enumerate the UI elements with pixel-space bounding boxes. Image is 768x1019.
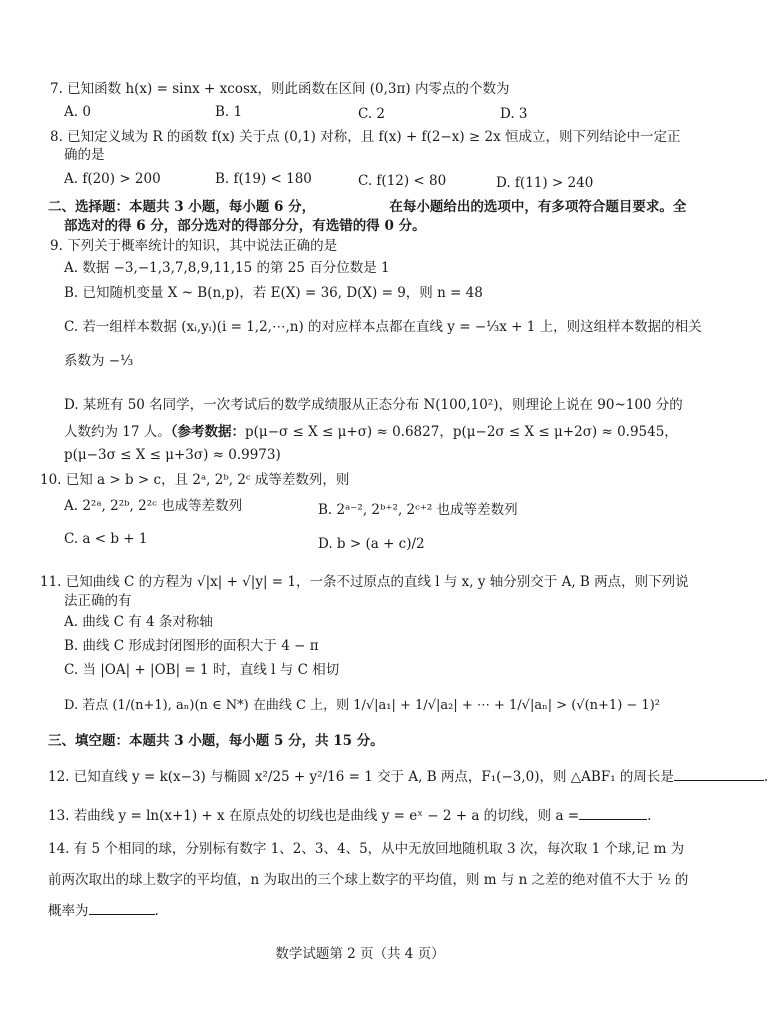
q13-stem: 13. 若曲线 y = ln(x+1) + x 在原点处的切线也是曲线 y = eˣ − 2 + a 的切线，则 a =	[48, 808, 580, 824]
q14-line3	[48, 902, 159, 920]
q9-option-b: B. 已知随机变量 X ~ B(n,p)，若 E(X) = 36, D(X) = 9，则 n = 48	[64, 285, 483, 301]
q12-end: .	[763, 769, 768, 785]
q11-option-c: C. 当 |OA| + |OB| = 1 时，直线 l 与 C 相切	[64, 662, 340, 678]
q9-option-a: A. 数据 −3,−1,3,7,8,9,11,15 的第 25 百分位数是 1	[64, 260, 390, 276]
q11-stem-line1: 11. 已知曲线 C 的方程为 √|x| + √|y| = 1，一条不过原点的直线 l 与 x, y 轴分别交于 A, B 两点，则下列说	[40, 574, 689, 590]
q7-option-b: B. 1	[215, 104, 243, 120]
q14-line2: 前两次取出的球上数字的平均值，n 为取出的三个球上数字的平均值，则 m 与 n 之差的绝对值不大于 ½ 的	[48, 872, 689, 888]
q11-option-a: A. 曲线 C 有 4 条对称轴	[64, 614, 213, 630]
q9-option-d-line1: D. 某班有 50 名同学，一次考试后的数学成绩服从正态分布 N(100,10²)，则理论上说在 90~100 分的	[64, 397, 683, 413]
page-footer: 数学试题第 2 页（共 4 页）	[275, 946, 445, 962]
q7-option-a: A. 0	[64, 104, 91, 120]
q8-option-c: C. f(12) < 80	[358, 173, 447, 189]
q9-stem: 9. 下列关于概率统计的知识，其中说法正确的是	[50, 238, 338, 254]
q14-end: .	[154, 903, 159, 919]
section3-heading: 三、填空题：本题共 3 小题，每小题 5 分，共 15 分。	[48, 733, 384, 749]
q11-option-d: D. 若点 (1/(n+1), aₙ)(n ∈ N*) 在曲线 C 上，则 1/√|a₁| + 1/√|a₂| + ⋯ + 1/√|aₙ| > (√(n+1) − 1)²	[64, 698, 660, 713]
q9-option-d-line3: p(μ−3σ ≤ X ≤ μ+3σ) ≈ 0.9973)	[64, 447, 281, 463]
q12-stem: 12. 已知直线 y = k(x−3) 与椭圆 x²/25 + y²/16 = 1 交于 A, B 两点，F₁(−3,0)，则 △ABF₁ 的周长是	[48, 769, 674, 785]
q8-stem-line2: 确的是	[64, 147, 105, 163]
q9-d-count-text: 人数约为 17 人。	[64, 424, 171, 440]
q12-line	[48, 768, 768, 786]
q14-answer-blank	[89, 914, 155, 915]
q9-option-d-line2	[64, 423, 678, 441]
q8-stem-line1: 8. 已知定义域为 R 的函数 f(x) 关于点 (0,1) 对称，且 f(x) + f(2−x) ≥ 2x 恒成立，则下列结论中一定正	[50, 129, 681, 145]
q13-line	[48, 807, 651, 825]
q11-stem-line2: 法正确的有	[64, 593, 132, 609]
q10-option-d: D. b > (a + c)/2	[318, 536, 425, 552]
q7-option-c: C. 2	[358, 106, 386, 122]
q11-option-b: B. 曲线 C 形成封闭图形的面积大于 4 − π	[64, 638, 319, 654]
q8-option-b: B. f(19) < 180	[215, 171, 312, 187]
q9-d-reference-label: （参考数据：	[170, 424, 246, 440]
q12-answer-blank	[674, 780, 764, 781]
q13-answer-blank	[579, 819, 647, 820]
q14-stem-end: 概率为	[48, 903, 89, 919]
q8-option-a: A. f(20) > 200	[64, 171, 161, 187]
q10-stem: 10. 已知 a > b > c，且 2ᵃ, 2ᵇ, 2ᶜ 成等差数列，则	[40, 472, 350, 488]
q9-d-reference-values: p(μ−σ ≤ X ≤ μ+σ) ≈ 0.6827，p(μ−2σ ≤ X ≤ μ+2σ) ≈ 0.9545，	[245, 424, 678, 440]
q10-option-a: A. 2²ᵃ, 2²ᵇ, 2²ᶜ 也成等差数列	[64, 498, 243, 514]
q14-line1: 14. 有 5 个相同的球，分别标有数字 1、2、3、4、5，从中无放回地随机取 3 次，每次取 1 个球,记 m 为	[48, 841, 685, 857]
q7-stem: 7. 已知函数 h(x) = sinx + xcosx，则此函数在区间 (0,3π) 内零点的个数为	[50, 81, 510, 97]
q10-option-b: B. 2ᵃ⁻², 2ᵇ⁺², 2ᶜ⁺² 也成等差数列	[318, 502, 518, 518]
q9-option-c-line2: 系数为 −⅓	[64, 353, 134, 369]
q9-option-c-line1: C. 若一组样本数据 (xᵢ,yᵢ)(i = 1,2,⋯,n) 的对应样本点都在直线 y = −⅓x + 1 上，则这组样本数据的相关	[64, 319, 702, 335]
q7-option-d: D. 3	[500, 106, 528, 122]
section2-heading-line2: 部选对的得 6 分，部分选对的得部分分，有选错的得 0 分。	[64, 218, 426, 234]
q8-option-d: D. f(11) > 240	[496, 175, 594, 191]
q10-option-c: C. a < b + 1	[64, 531, 148, 547]
section2-heading-line1: 二、选择题：本题共 3 小题，每小题 6 分， 在每小题给出的选项中，有多项符合题目要求。全	[48, 199, 687, 215]
q13-end: .	[647, 808, 652, 824]
